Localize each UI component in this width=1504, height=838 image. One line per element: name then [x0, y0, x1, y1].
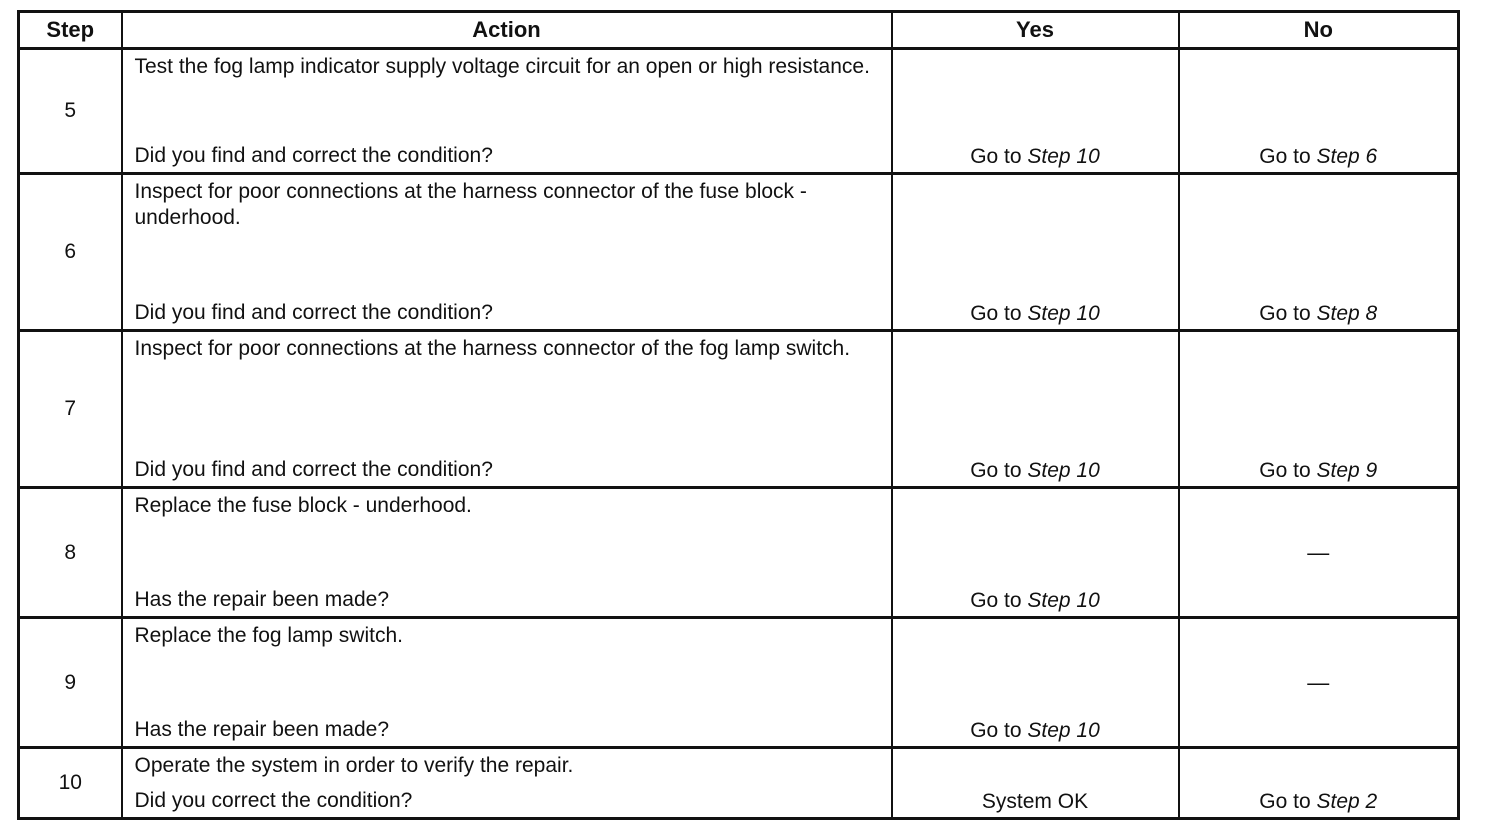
action-text: Test the fog lamp indicator supply voltage circuit for an open or high resistance.: [134, 55, 870, 78]
step-number: 6: [19, 174, 122, 331]
goto-step: Step 10: [1027, 459, 1100, 482]
action-cell: [122, 618, 892, 748]
action-cell: [122, 174, 892, 331]
no-result-dash: —: [1179, 488, 1459, 618]
goto-prefix: Go to: [970, 302, 1028, 325]
action-text: Operate the system in order to verify the repair.: [134, 754, 574, 777]
action-question: Has the repair been made?: [134, 718, 389, 741]
header-step: Step: [19, 12, 122, 49]
no-result: [1179, 49, 1459, 174]
yes-result: System OK: [892, 748, 1179, 819]
goto-step: Step 10: [1027, 302, 1100, 325]
header-no: No: [1179, 12, 1459, 49]
table-row: [19, 49, 1459, 174]
yes-result: [892, 331, 1179, 488]
header-yes: Yes: [892, 12, 1179, 49]
step-number: 5: [19, 49, 122, 174]
yes-result: [892, 618, 1179, 748]
goto-step: Step 6: [1316, 145, 1378, 168]
action-question: Did you find and correct the condition?: [134, 458, 493, 481]
yes-result: [892, 488, 1179, 618]
no-result-dash: —: [1179, 618, 1459, 748]
table-row: [19, 748, 1459, 819]
action-text: Replace the fog lamp switch.: [134, 624, 403, 647]
yes-result: [892, 49, 1179, 174]
action-cell: [122, 748, 892, 819]
header-row: [19, 12, 1459, 49]
table-row: [19, 618, 1459, 748]
step-number: 10: [19, 748, 122, 819]
no-result: [1179, 748, 1459, 819]
goto-prefix: Go to: [970, 719, 1028, 742]
goto-prefix: Go to: [970, 145, 1028, 168]
step-number: 9: [19, 618, 122, 748]
no-result: [1179, 331, 1459, 488]
action-text: Inspect for poor connections at the harness connector of the fuse block - underhood.: [134, 180, 807, 229]
diagnostic-table: [17, 10, 1460, 820]
action-question: Did you find and correct the condition?: [134, 144, 493, 167]
no-result: [1179, 174, 1459, 331]
goto-step: Step 10: [1027, 589, 1100, 612]
step-number: 8: [19, 488, 122, 618]
goto-step: Step 10: [1027, 719, 1100, 742]
goto-step: Step 2: [1316, 790, 1378, 813]
goto-prefix: Go to: [1259, 145, 1317, 168]
goto-step: Step 8: [1316, 302, 1378, 325]
goto-prefix: Go to: [1259, 790, 1317, 813]
action-cell: [122, 488, 892, 618]
yes-result: [892, 174, 1179, 331]
action-cell: [122, 331, 892, 488]
goto-step: Step 10: [1027, 145, 1100, 168]
step-number: 7: [19, 331, 122, 488]
goto-prefix: Go to: [1259, 459, 1317, 482]
action-cell: [122, 49, 892, 174]
goto-prefix: Go to: [1259, 302, 1317, 325]
table-row: [19, 488, 1459, 618]
goto-prefix: Go to: [970, 589, 1028, 612]
action-text: Inspect for poor connections at the harness connector of the fog lamp switch.: [134, 337, 851, 360]
action-question: Did you find and correct the condition?: [134, 301, 493, 324]
action-text: Replace the fuse block - underhood.: [134, 494, 472, 517]
goto-prefix: Go to: [970, 459, 1028, 482]
table-row: [19, 331, 1459, 488]
action-question: Has the repair been made?: [134, 588, 389, 611]
table-row: [19, 174, 1459, 331]
header-action: Action: [122, 12, 892, 49]
goto-step: Step 9: [1316, 459, 1378, 482]
action-question: Did you correct the condition?: [134, 789, 413, 812]
